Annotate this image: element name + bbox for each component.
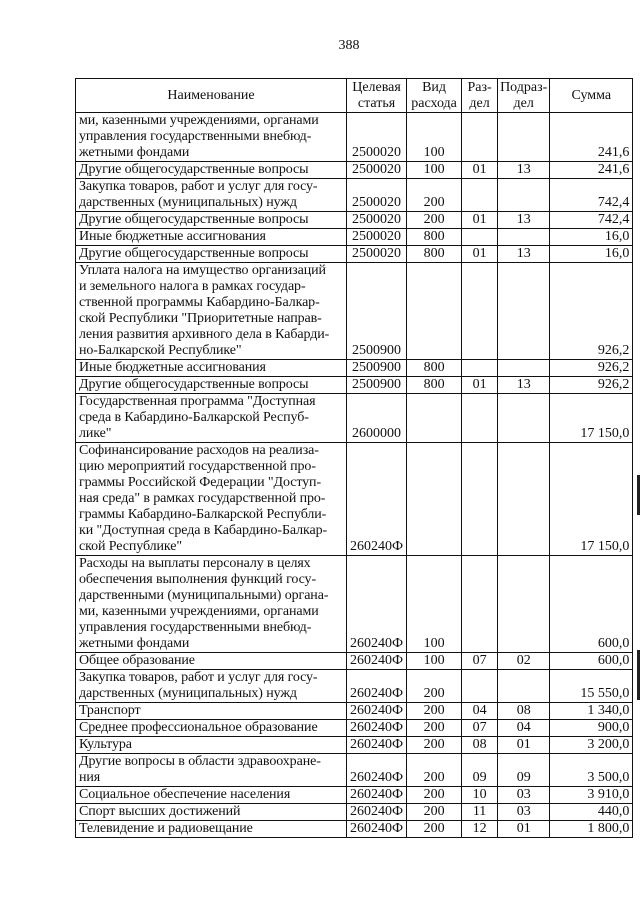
- cell-type: [407, 263, 462, 360]
- header-section: Раз- дел: [462, 79, 498, 113]
- cell-name: Софинансирование расходов на реализа- цию мероприятий государственной про- граммы Российской Федерации "Доступ- ная среда" в рамках государственной про- граммы Кабардино-Балкарской Республи- ки "Доступная среда в Кабардино-Балкар- ской Республике": [76, 443, 347, 556]
- cell-target: 260240Ф: [347, 653, 407, 670]
- cell-type: 200: [407, 179, 462, 212]
- cell-section: 01: [462, 162, 498, 179]
- cell-type: [407, 443, 462, 556]
- header-name: Наименование: [76, 79, 347, 113]
- cell-sum: 17 150,0: [550, 443, 633, 556]
- table-row: [76, 804, 633, 821]
- table-row: [76, 737, 633, 754]
- cell-sum: 1 800,0: [550, 821, 633, 838]
- cell-sum: 600,0: [550, 556, 633, 653]
- cell-subsection: [498, 113, 550, 162]
- cell-name: Другие общегосударственные вопросы: [76, 162, 347, 179]
- cell-type: 200: [407, 212, 462, 229]
- cell-section: [462, 113, 498, 162]
- cell-section: 04: [462, 703, 498, 720]
- cell-sum: 15 550,0: [550, 670, 633, 703]
- cell-type: 800: [407, 377, 462, 394]
- cell-subsection: 13: [498, 212, 550, 229]
- cell-type: [407, 394, 462, 443]
- cell-name: Расходы на выплаты персоналу в целях обеспечения выполнения функций госу- дарственными (муниципальными) органа- ми, казенными учреждениями, органами управления государственными внебюд- жетными фондами: [76, 556, 347, 653]
- cell-type: 200: [407, 754, 462, 787]
- cell-target: 2500900: [347, 360, 407, 377]
- cell-name: Иные бюджетные ассигнования: [76, 360, 347, 377]
- table-row: [76, 653, 633, 670]
- cell-target: 2500900: [347, 263, 407, 360]
- cell-type: 100: [407, 653, 462, 670]
- cell-section: 01: [462, 212, 498, 229]
- cell-name: Иные бюджетные ассигнования: [76, 229, 347, 246]
- cell-sum: 440,0: [550, 804, 633, 821]
- cell-sum: 17 150,0: [550, 394, 633, 443]
- cell-sum: 926,2: [550, 377, 633, 394]
- cell-name: Закупка товаров, работ и услуг для госу- дарственных (муниципальных) нужд: [76, 670, 347, 703]
- cell-name: Транспорт: [76, 703, 347, 720]
- cell-section: 08: [462, 737, 498, 754]
- cell-sum: 3 500,0: [550, 754, 633, 787]
- cell-section: 12: [462, 821, 498, 838]
- cell-name: Телевидение и радиовещание: [76, 821, 347, 838]
- table-row: [76, 720, 633, 737]
- cell-name: Спорт высших достижений: [76, 804, 347, 821]
- header-type: Вид расхода: [407, 79, 462, 113]
- cell-target: 2500900: [347, 377, 407, 394]
- cell-name: Закупка товаров, работ и услуг для госу- дарственных (муниципальных) нужд: [76, 179, 347, 212]
- cell-sum: 926,2: [550, 360, 633, 377]
- cell-subsection: 04: [498, 720, 550, 737]
- cell-subsection: [498, 360, 550, 377]
- cell-subsection: [498, 394, 550, 443]
- cell-subsection: [498, 263, 550, 360]
- cell-subsection: [498, 670, 550, 703]
- cell-section: 01: [462, 377, 498, 394]
- cell-type: 800: [407, 360, 462, 377]
- cell-name: Социальное обеспечение населения: [76, 787, 347, 804]
- cell-subsection: 13: [498, 377, 550, 394]
- cell-subsection: [498, 443, 550, 556]
- cell-sum: 926,2: [550, 263, 633, 360]
- cell-name: Другие общегосударственные вопросы: [76, 212, 347, 229]
- cell-type: 100: [407, 162, 462, 179]
- cell-section: 10: [462, 787, 498, 804]
- table-row: [76, 377, 633, 394]
- cell-target: 2500020: [347, 212, 407, 229]
- cell-target: 2600000: [347, 394, 407, 443]
- cell-subsection: [498, 229, 550, 246]
- cell-sum: 241,6: [550, 113, 633, 162]
- cell-section: 11: [462, 804, 498, 821]
- page-number: 388: [338, 38, 360, 53]
- cell-type: 200: [407, 703, 462, 720]
- cell-target: 260240Ф: [347, 556, 407, 653]
- cell-subsection: 01: [498, 821, 550, 838]
- cell-section: 07: [462, 653, 498, 670]
- header-subsection: Подраз- дел: [498, 79, 550, 113]
- budget-table: [75, 78, 633, 838]
- cell-target: 2500020: [347, 162, 407, 179]
- table-row: [76, 670, 633, 703]
- cell-section: [462, 670, 498, 703]
- cell-subsection: 09: [498, 754, 550, 787]
- cell-type: 800: [407, 246, 462, 263]
- table-row: [76, 212, 633, 229]
- cell-target: 260240Ф: [347, 703, 407, 720]
- table-row: [76, 394, 633, 443]
- cell-name: Общее образование: [76, 653, 347, 670]
- cell-sum: 16,0: [550, 246, 633, 263]
- cell-target: 2500020: [347, 179, 407, 212]
- cell-type: 800: [407, 229, 462, 246]
- table-row: [76, 162, 633, 179]
- cell-name: Государственная программа "Доступная среда в Кабардино-Балкарской Респуб- лике": [76, 394, 347, 443]
- table-row: [76, 179, 633, 212]
- cell-target: 260240Ф: [347, 804, 407, 821]
- cell-subsection: [498, 179, 550, 212]
- cell-type: 100: [407, 113, 462, 162]
- cell-subsection: 13: [498, 162, 550, 179]
- table-row: [76, 821, 633, 838]
- cell-target: 2500020: [347, 229, 407, 246]
- cell-sum: 900,0: [550, 720, 633, 737]
- table-row: [76, 246, 633, 263]
- cell-name: Среднее профессиональное образование: [76, 720, 347, 737]
- cell-name: Другие общегосударственные вопросы: [76, 377, 347, 394]
- cell-sum: 742,4: [550, 179, 633, 212]
- cell-target: 260240Ф: [347, 443, 407, 556]
- cell-target: 260240Ф: [347, 821, 407, 838]
- cell-type: 200: [407, 670, 462, 703]
- header-sum: Сумма: [550, 79, 633, 113]
- cell-subsection: 03: [498, 804, 550, 821]
- cell-target: 260240Ф: [347, 737, 407, 754]
- cell-sum: 3 200,0: [550, 737, 633, 754]
- table-row: [76, 263, 633, 360]
- cell-name: Уплата налога на имущество организаций и земельного налога в рамках государ- ственной программы Кабардино-Балкар- ской Республики "Приоритетные направ- ления развития архивного дела в Кабарди- но-Балкарской Республике": [76, 263, 347, 360]
- cell-section: [462, 263, 498, 360]
- cell-name: Культура: [76, 737, 347, 754]
- cell-section: [462, 229, 498, 246]
- table-row: [76, 787, 633, 804]
- cell-section: 07: [462, 720, 498, 737]
- cell-section: 01: [462, 246, 498, 263]
- table-row: [76, 113, 633, 162]
- cell-type: 200: [407, 804, 462, 821]
- cell-section: [462, 360, 498, 377]
- cell-target: 2500020: [347, 246, 407, 263]
- header-target: Целевая статья: [347, 79, 407, 113]
- cell-name: Другие общегосударственные вопросы: [76, 246, 347, 263]
- cell-sum: 600,0: [550, 653, 633, 670]
- cell-sum: 742,4: [550, 212, 633, 229]
- table-row: [76, 229, 633, 246]
- cell-target: 260240Ф: [347, 670, 407, 703]
- cell-target: 260240Ф: [347, 754, 407, 787]
- cell-section: [462, 443, 498, 556]
- table-row: [76, 443, 633, 556]
- cell-subsection: 08: [498, 703, 550, 720]
- table-header-row: [76, 79, 633, 113]
- table-body: [76, 113, 633, 838]
- cell-subsection: 03: [498, 787, 550, 804]
- cell-subsection: 02: [498, 653, 550, 670]
- table-row: [76, 556, 633, 653]
- cell-type: 100: [407, 556, 462, 653]
- cell-subsection: 01: [498, 737, 550, 754]
- cell-sum: 1 340,0: [550, 703, 633, 720]
- cell-target: 2500020: [347, 113, 407, 162]
- cell-subsection: [498, 556, 550, 653]
- table-row: [76, 360, 633, 377]
- cell-section: 09: [462, 754, 498, 787]
- cell-type: 200: [407, 821, 462, 838]
- cell-target: 260240Ф: [347, 720, 407, 737]
- cell-sum: 16,0: [550, 229, 633, 246]
- table-row: [76, 703, 633, 720]
- cell-name: ми, казенными учреждениями, органами управления государственными внебюд- жетными фондами: [76, 113, 347, 162]
- cell-section: [462, 394, 498, 443]
- table-row: [76, 754, 633, 787]
- cell-sum: 241,6: [550, 162, 633, 179]
- cell-section: [462, 179, 498, 212]
- cell-type: 200: [407, 787, 462, 804]
- cell-type: 200: [407, 737, 462, 754]
- cell-target: 260240Ф: [347, 787, 407, 804]
- cell-subsection: 13: [498, 246, 550, 263]
- cell-sum: 3 910,0: [550, 787, 633, 804]
- cell-name: Другие вопросы в области здравоохране- ния: [76, 754, 347, 787]
- cell-type: 200: [407, 720, 462, 737]
- cell-section: [462, 556, 498, 653]
